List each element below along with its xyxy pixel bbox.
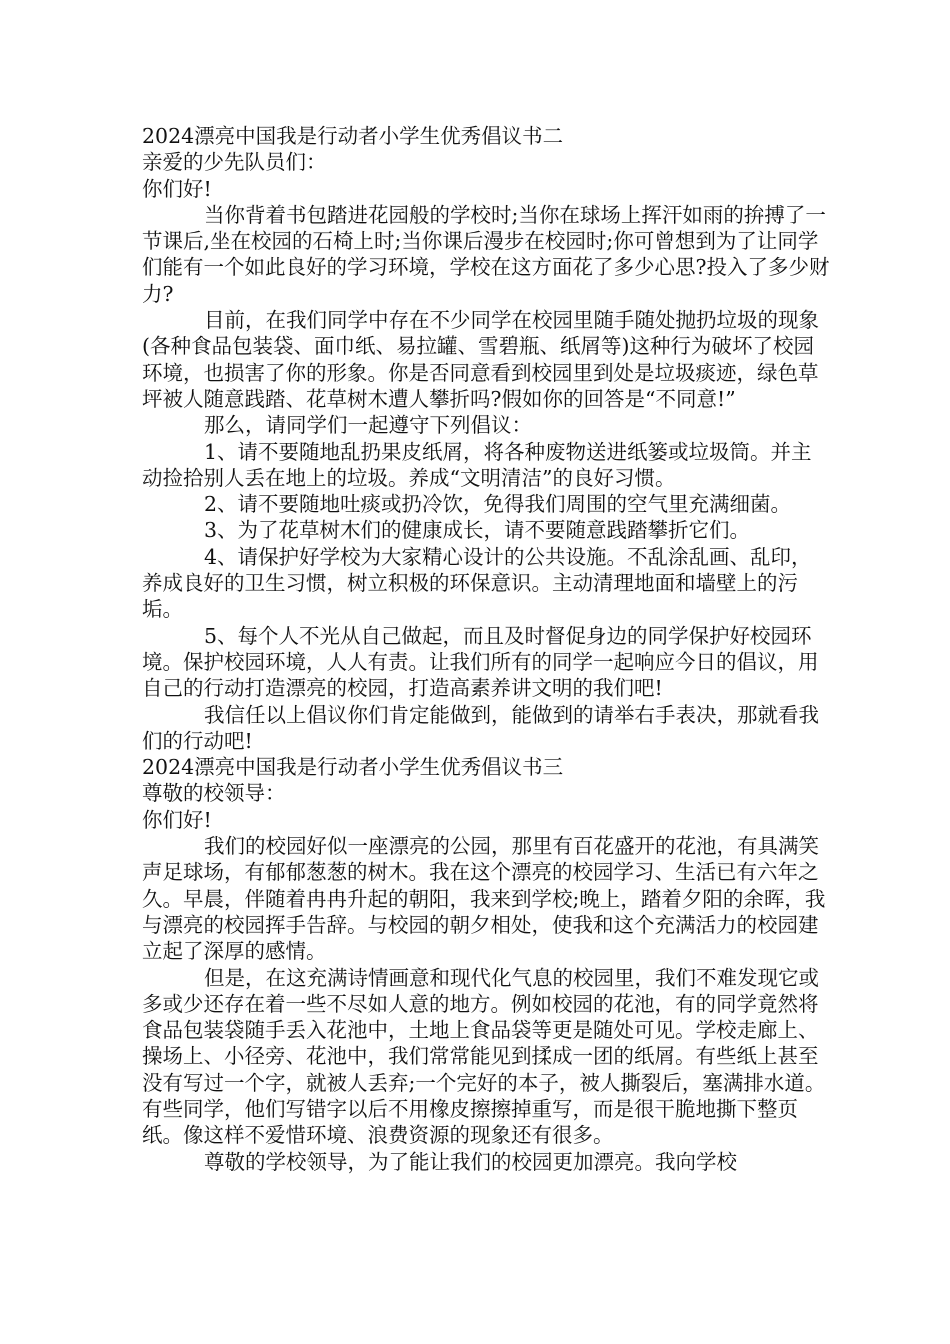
proposal-3-greeting: 你们好! — [142, 807, 212, 832]
proposal-2-title: 2024漂亮中国我是行动者小学生优秀倡议书二 — [142, 124, 564, 148]
proposal-2-paragraph-1: 当你背着书包踏进花园般的学校时;当你在球场上挥汗如雨的拚搏了一节课后,坐在校园的石椅上时;当你课后漫步在校园时;你可曾想到为了让同学们能有一个如此良好的学习环境，学校在这方面花了多少心思?投入了多少财力? — [142, 202, 830, 306]
proposal-2-item-1: 1、请不要随地乱扔果皮纸屑，将各种废物送进纸篓或垃圾筒。并主动捡拾别人丢在地上的垃圾。养成“文明清洁”的良好习惯。 — [142, 439, 812, 490]
document-body — [142, 123, 832, 1175]
proposal-2-salutation: 亲爱的少先队员们： — [142, 150, 327, 175]
proposal-2-paragraph-3: 那么，请同学们一起遵守下列倡议： — [204, 413, 532, 438]
proposal-3-paragraph-2: 但是，在这充满诗情画意和现代化气息的校园里，我们不难发现它或多或少还存在着一些不尽如人意的地方。例如校园的花池，有的同学竟然将食品包装袋随手丢入花池中，土地上食品袋等更是随处可见。学校走廊上、操场上、小径旁、花池中，我们常常能见到揉成一团的纸屑。有些纸上甚至没有写过一个字，就被人丢弃;一个完好的本子，被人撕裂后，塞满排水道。有些同学，他们写错字以后不用橡皮擦擦掉重写，而是很干脆地撕下整页纸。像这样不爱惜环境、浪费资源的现象还有很多。 — [142, 965, 826, 1148]
proposal-2-item-4: 4、请保护好学校为大家精心设计的公共设施。不乱涂乱画、乱印，养成良好的卫生习惯，树立积极的环保意识。主动清理地面和墙壁上的污垢。 — [142, 544, 812, 622]
proposal-3-salutation: 尊敬的校领导： — [142, 781, 286, 806]
proposal-3-paragraph-1: 我们的校园好似一座漂亮的公园，那里有百花盛开的花池，有具满笑声足球场，有郁郁葱葱的树木。我在这个漂亮的校园学习、生活已有六年之久。早晨，伴随着冉冉升起的朝阳，我来到学校;晚上，踏着夕阳的余晖，我与漂亮的校园挥手告辞。与校园的朝夕相处，使我和这个充满活力的校园建立起了深厚的感情。 — [142, 834, 826, 964]
proposal-2-closing: 我信任以上倡议你们肯定能做到，能做到的请举右手表决，那就看我们的行动吧! — [142, 702, 819, 753]
proposal-2-item-2: 2、请不要随地吐痰或扔冷饮，免得我们周围的空气里充满细菌。 — [204, 492, 792, 517]
proposal-2-paragraph-2: 目前，在我们同学中存在不少同学在校园里随手随处抛扔垃圾的现象(各种食品包装袋、面巾纸、易拉罐、雪碧瓶、纸屑等)这种行为破坏了校园环境，也损害了你的形象。你是否同意看到校园里到处是垃圾痰迹，绿色草坪被人随意践踏、花草树木遭人攀折吗?假如你的回答是“不同意!” — [142, 308, 819, 411]
proposal-2-greeting: 你们好! — [142, 176, 212, 201]
proposal-3-paragraph-3: 尊敬的学校领导，为了能让我们的校园更加漂亮。我向学校 — [204, 1149, 737, 1174]
proposal-2-item-5: 5、每个人不光从自己做起，而且及时督促身边的同学保护好校园环境。保护校园环境，人人有责。让我们所有的同学一起响应今日的倡议，用自己的行动打造漂亮的校园，打造高素养讲文明的我们吧! — [142, 623, 819, 701]
proposal-2-item-3: 3、为了花草树木们的健康成长，请不要随意践踏攀折它们。 — [204, 518, 751, 543]
proposal-3-title: 2024漂亮中国我是行动者小学生优秀倡议书三 — [142, 755, 564, 780]
